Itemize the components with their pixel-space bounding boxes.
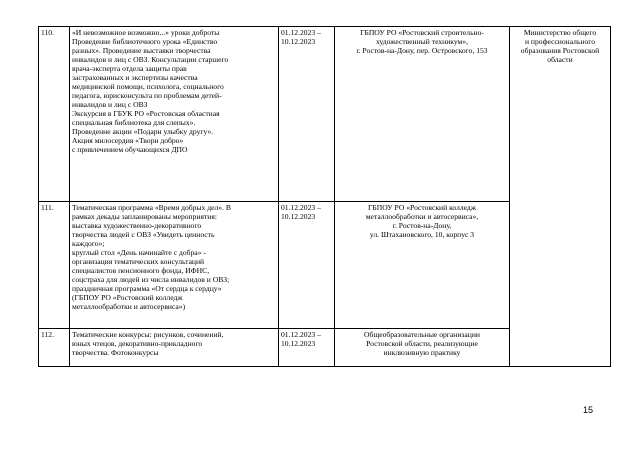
event-organizer: Министерство общего и профессионального образования Ростовской области [510,27,611,367]
table-row [39,27,611,202]
row-number: 111. [39,202,70,329]
event-dates: 01.12.2023 – 10.12.2023 [279,202,335,329]
event-dates: 01.12.2023 – 10.12.2023 [279,27,335,202]
event-dates: 01.12.2023 – 10.12.2023 [279,329,335,367]
event-description: «И невозможное возможно...» уроки доброты Проведение библиотечного урока «Единство разных». Проведение выставки творчества инвалидов и лиц с ОВЗ. Консультации старшего врача-эксперта отдела защиты прав застрахованных и экспертизы качества медицинской помощи, психолога, социального педагога, юрисконсульта по проблемам детей- инвалидов и лиц с ОВЗ Экскурсия в ГБУК РО «Ростовская областная специальная библиотека для слепых». Проведение акции «Подари улыбку другу». Акция милосердия «Твори добро» с привлечением обучающихся ДПО [70,27,279,202]
event-description: Тематические конкурсы: рисунков, сочинений, юных чтецов, декоративно-прикладного творчества. Фотоконкурсы [70,329,279,367]
event-description: Тематическая программа «Время добрых дел». В рамках декады запланированы мероприятия: выставка художественно-декоративного творчества людей с ОВЗ «Увидеть ценность каждого»; круглый стол «День начинайте с добра» - организация тематических консультаций специалистов пенсионного фонда, ИФНС, соцстраха для людей из числа инвалидов и ОВЗ; праздничная программа «От сердца к сердцу» (ГБПОУ РО «Ростовский колледж металлообработки и автосервиса») [70,202,279,329]
row-number: 112. [39,329,70,367]
event-venue: Общеобразовательные организации Ростовской области, реализующие инклюзивную практику [335,329,510,367]
page-number: 15 [583,405,594,415]
events-table [38,26,611,367]
event-venue: ГБПОУ РО «Ростовский колледж металлообработки и автосервиса», г. Ростов-на-Дону, ул. Штахановского, 10, корпус 3 [335,202,510,329]
row-number: 110. [39,27,70,202]
event-venue: ГБПОУ РО «Ростовский строительно- художественный техникум», г. Ростов-на-Дону, пер. Островского, 153 [335,27,510,202]
